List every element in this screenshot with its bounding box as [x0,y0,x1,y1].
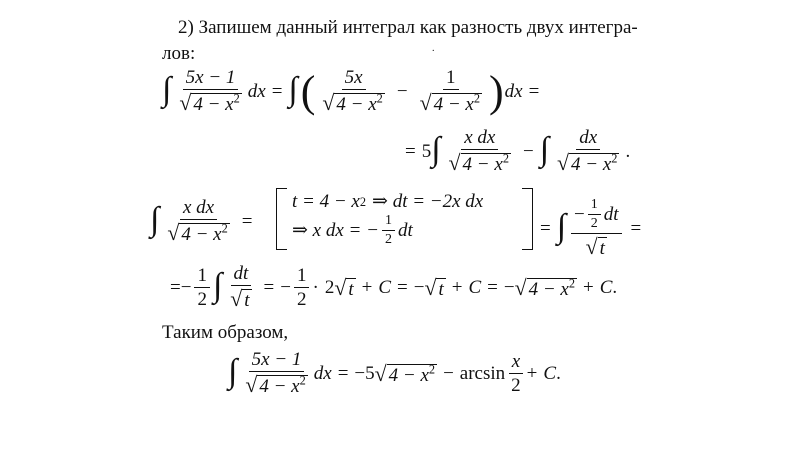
fraction-dx: dx √ $4 - x^2$ [557,127,618,176]
fraction-5x-1 [176,68,244,116]
dx: dx [247,81,266,103]
minus: − [396,81,408,103]
equation-2-left: ∫ x dx √ $4 - x^2$ = [150,197,253,246]
integral-sign: ∫ [162,71,172,109]
fraction-1: 1 √ $4 - x^2$ [419,67,480,116]
equation-1: ∫ 5x − 1 √ $4 - x^2$ dx = ∫ ( 5x √ $4 - x^2$ − 1 √ $4 - x^2$ ) dx = [162,67,540,117]
conclusion-text: Таким образом, [162,322,289,343]
fraction-neg-half-dt: − $\frac{1}{2}$ dt √ t [571,198,622,260]
fraction-x-over-2: $\frac{x}{2}$ [508,352,524,397]
fraction-xdx: x dx √ $4 - x^2$ [167,197,228,246]
right-paren: ) [489,67,504,117]
substitution-bracket-right [522,188,533,250]
fraction-5x: 5x √ $4 - x^2$ [322,67,383,116]
equals: = [271,81,283,103]
fraction-dt-sqrt-t: dt √ t [230,263,250,312]
coefficient-5: 5 [421,141,432,163]
fraction-5x-1: 5x − 1 √ $4 - x^2$ [245,349,306,398]
fraction-xdx: x dx √ $4 - x^2$ [448,127,509,176]
intro-line-1: 2) Запишем данный интеграл как разность двух интегра- [178,17,638,38]
substitution-bracket-left [276,188,287,250]
sqrt-expression: √ $4 - x^2$ [179,90,240,116]
fraction-half: $\frac{1}{2}$ [382,214,395,248]
substitution-line-2: ⇒ x dx = − $\frac{1}{2}$ dt [292,213,413,247]
equation-1-continued: = 5 ∫ x dx √ $4 - x^2$ − ∫ dx √ $4 - x^2$ . [405,127,631,176]
substitution-line-1: t = 4 − x 2 ⇒ dt = −2x dx [292,190,484,212]
integral-sign: ∫ [288,71,298,109]
final-result: ∫ 5x − 1 √ $4 - x^2$ dx = −5 √ $4 - x^2$ − arcsin $\frac{x}{2}$ + C . [228,349,561,398]
numerator: 5x − 1 [183,68,239,90]
denominator [176,90,244,116]
stray-mark: . [432,43,435,54]
intro-line-2: лов: [162,43,196,64]
arcsin: arcsin [459,363,506,385]
left-paren: ( [300,67,316,117]
fraction-half: $\frac{1}{2}$ [194,266,210,311]
equation-2-right: = ∫ − $\frac{1}{2}$ dt √ t = [540,197,642,260]
equation-3: = − $\frac{1}{2}$ ∫ dt √ t = − $\frac{1}{2}$ · 2 √ t + C = − √ t + C = − √ $4 - x^2$ + C . [170,263,618,312]
